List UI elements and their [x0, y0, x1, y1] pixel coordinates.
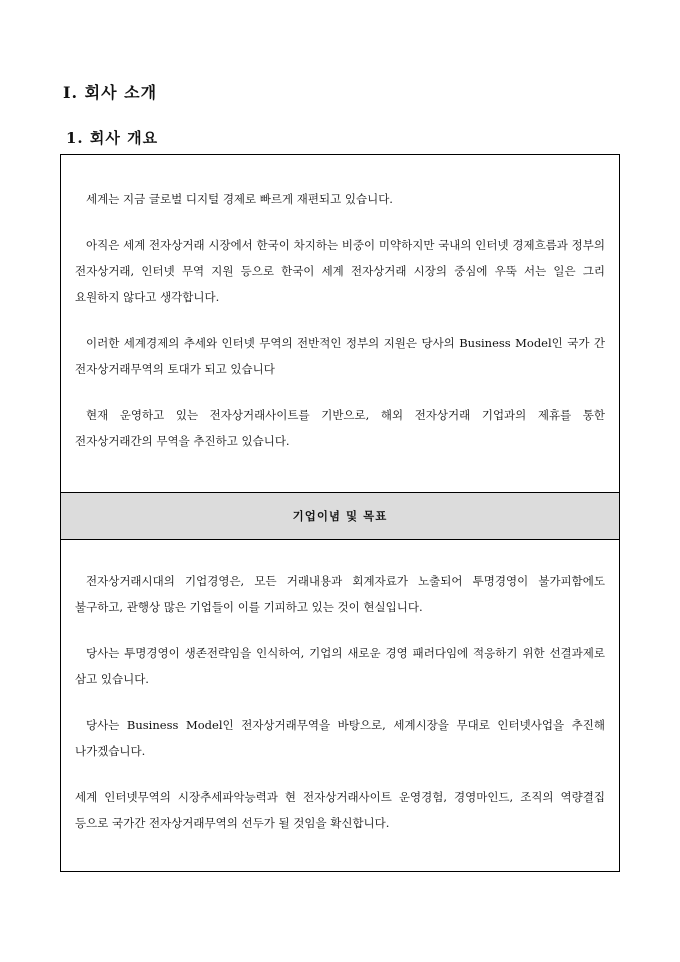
intro-paragraph: 이러한 세계경제의 추세와 인터넷 무역의 전반적인 정부의 지원은 당사의 Business Model인 국가 간 전자상거래무역의 토대가 되고 있습니다	[75, 336, 605, 376]
philosophy-section	[61, 540, 619, 836]
intro-paragraph: 세계는 지금 글로벌 디지털 경제로 빠르게 재편되고 있습니다.	[86, 192, 393, 206]
intro-paragraph: 아직은 세계 전자상거래 시장에서 한국이 차지하는 비중이 미약하지만 국내의 인터넷 경제흐름과 정부의 전자상거래, 인터넷 무역 지원 등으로 한국이 세계 전자상거래 시장의 중심에 우뚝 서는 일은 그리 요원하지 않다고 생각합니다.	[75, 238, 605, 304]
company-overview-box	[60, 154, 620, 872]
philosophy-paragraph: 당사는 투명경영이 생존전략임을 인식하여, 기업의 새로운 경영 패러다임에 적응하기 위한 선결과제로 삼고 있습니다.	[75, 646, 605, 686]
philosophy-heading-band	[61, 492, 619, 540]
philosophy-paragraph: 당사는 Business Model인 전자상거래무역을 바탕으로, 세계시장을 무대로 인터넷사업을 추진해 나가겠습니다.	[75, 718, 605, 758]
philosophy-paragraph: 세계 인터넷무역의 시장추세파악능력과 현 전자상거래사이트 운영경험, 경영마인드, 조직의 역량결집 등으로 국가간 전자상거래무역의 선두가 될 것임을 확신합니다.	[75, 790, 605, 830]
section-title: Ⅰ. 회사 소개	[63, 83, 158, 102]
subsection-title: 1. 회사 개요	[66, 129, 159, 147]
intro-paragraph: 현재 운영하고 있는 전자상거래사이트를 기반으로, 해외 전자상거래 기업과의 제휴를 통한 전자상거래간의 무역을 추진하고 있습니다.	[75, 408, 605, 448]
philosophy-heading: 기업이념 및 목표	[292, 509, 388, 523]
intro-section	[61, 155, 619, 492]
philosophy-paragraph: 전자상거래시대의 기업경영은, 모든 거래내용과 회계자료가 노출되어 투명경영이 불가피함에도 불구하고, 관행상 많은 기업들이 이를 기피하고 있는 것이 현실입니다.	[75, 574, 605, 614]
